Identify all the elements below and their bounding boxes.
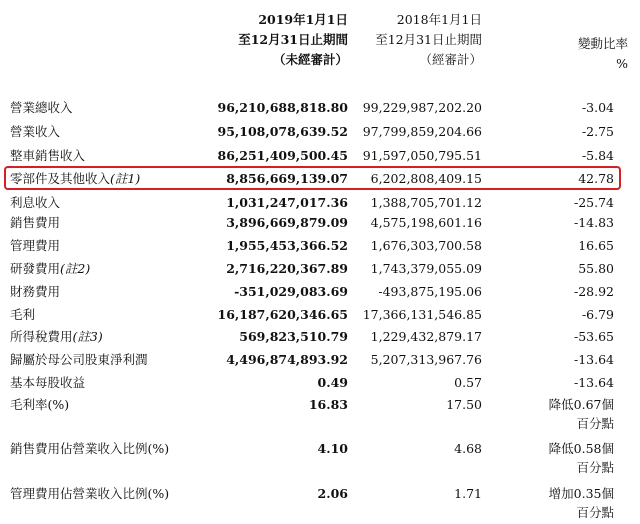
- header-current-line: （未經審計）: [272, 52, 348, 67]
- header-change-line: %: [616, 56, 628, 71]
- table-row: [0, 351, 640, 369]
- table-row: [0, 99, 640, 117]
- row-label: [10, 485, 169, 503]
- row-change-value: 降低0.58個: [548, 441, 614, 456]
- row-label: [10, 99, 73, 117]
- row-previous-value: 1,229,432,879.17: [370, 329, 482, 344]
- row-previous-value: 5,207,313,967.76: [370, 352, 482, 367]
- table-row: [0, 147, 640, 165]
- table-row: [0, 194, 640, 212]
- row-current-value: 569,823,510.79: [239, 329, 348, 344]
- row-note: (註2): [60, 261, 91, 276]
- row-label-text: 整車銷售收入: [10, 148, 86, 163]
- row-previous-value: 97,799,859,204.66: [362, 124, 482, 139]
- highlight-box: [4, 166, 621, 190]
- row-note: (註3): [72, 329, 103, 344]
- row-current-value: 16,187,620,346.65: [217, 307, 348, 322]
- row-label-text: 毛利: [10, 307, 36, 322]
- row-current-value: 1,031,247,017.36: [226, 195, 348, 210]
- row-previous-value: 91,597,050,795.51: [362, 148, 482, 163]
- row-label-text: 管理費用: [10, 238, 61, 253]
- row-label-text: 銷售費用: [10, 215, 61, 230]
- row-previous-value: 4.68: [454, 441, 482, 456]
- row-change-value: -3.04: [581, 100, 614, 115]
- row-label: [10, 351, 148, 369]
- row-change-value: -25.74: [573, 195, 614, 210]
- row-current-value: 8,856,669,139.07: [226, 171, 348, 186]
- row-previous-value: 6,202,808,409.15: [370, 171, 482, 186]
- row-current-value: 2,716,220,367.89: [226, 261, 348, 276]
- row-current-value: 86,251,409,500.45: [217, 148, 348, 163]
- row-current-value: 2.06: [317, 486, 348, 501]
- row-label-text: 所得稅費用: [10, 329, 73, 344]
- row-previous-value: 99,229,987,202.20: [362, 100, 482, 115]
- row-label-text: 利息收入: [10, 195, 61, 210]
- header-change-ratio: [578, 34, 628, 74]
- table-row: [0, 260, 640, 278]
- row-previous-value: -493,875,195.06: [378, 284, 482, 299]
- table-row: [0, 123, 640, 141]
- row-previous-value: 17,366,131,546.85: [362, 307, 482, 322]
- row-change-value: -13.64: [573, 375, 614, 390]
- table-row: [0, 237, 640, 255]
- row-label: [10, 328, 103, 346]
- row-change-unit: 百分點: [576, 505, 614, 520]
- row-label-text: 財務費用: [10, 284, 61, 299]
- row-label-text: 銷售費用佔營業收入比例(%): [10, 441, 170, 456]
- row-label: [10, 237, 60, 255]
- row-label-text: 營業收入: [10, 124, 61, 139]
- row-label-text: 基本每股收益: [10, 375, 86, 390]
- row-current-value: 3,896,669,879.09: [226, 215, 348, 230]
- table-row: [0, 396, 640, 431]
- row-change-value: -13.64: [573, 352, 614, 367]
- row-change-value: -28.92: [573, 284, 614, 299]
- row-current-value: 96,210,688,818.80: [217, 100, 348, 115]
- row-label: [10, 194, 60, 212]
- header-current-line: 2019年1月1日: [258, 12, 348, 27]
- row-label-text: 零部件及其他收入: [10, 171, 111, 186]
- row-label: [10, 123, 60, 141]
- row-previous-value: 17.50: [446, 397, 482, 412]
- table-row: [0, 306, 640, 324]
- row-note: (註1): [110, 171, 141, 186]
- row-label-text: 歸屬於母公司股東淨利潤: [10, 352, 148, 367]
- table-row: [0, 283, 640, 301]
- row-current-value: -351,029,083.69: [234, 284, 348, 299]
- table-row: [0, 214, 640, 232]
- row-change-value: -14.83: [573, 215, 614, 230]
- row-change-value: 42.78: [578, 171, 614, 186]
- row-change-value: -6.79: [581, 307, 614, 322]
- row-label: [10, 214, 60, 232]
- row-previous-value: 1,743,379,055.09: [370, 261, 482, 276]
- row-change-unit: 百分點: [576, 416, 614, 431]
- row-change-value: -5.84: [581, 148, 614, 163]
- row-change-unit: 百分點: [576, 460, 614, 475]
- row-label: [10, 306, 35, 324]
- row-current-value: 95,108,078,639.52: [217, 124, 348, 139]
- row-label: [10, 260, 90, 278]
- row-change-value: 16.65: [578, 238, 614, 253]
- row-current-value: 0.49: [317, 375, 348, 390]
- row-change-value: 55.80: [578, 261, 614, 276]
- table-row: [0, 485, 640, 520]
- row-change-value: 增加0.35個: [548, 486, 614, 501]
- row-label-text: 營業總收入: [10, 100, 73, 115]
- row-label: [10, 283, 60, 301]
- row-label: [10, 147, 85, 165]
- table-row: [0, 374, 640, 392]
- row-previous-value: 1,388,705,701.12: [370, 195, 482, 210]
- row-change-value: -53.65: [573, 329, 614, 344]
- header-current-line: 至12月31日止期間: [238, 32, 348, 47]
- row-current-value: 16.83: [308, 397, 348, 412]
- row-change-value: 降低0.67個: [548, 397, 614, 412]
- row-change-value: -2.75: [581, 124, 614, 139]
- row-label-text: 毛利率(%): [10, 397, 70, 412]
- header-current-period: [238, 10, 348, 70]
- row-current-value: 4,496,874,893.92: [226, 352, 348, 367]
- row-label: [10, 374, 85, 392]
- row-previous-value: 4,575,198,601.16: [370, 215, 482, 230]
- row-label-text: 管理費用佔營業收入比例(%): [10, 486, 170, 501]
- row-previous-value: 0.57: [454, 375, 482, 390]
- row-previous-value: 1,676,303,700.58: [370, 238, 482, 253]
- row-label-text: 研發費用: [10, 261, 61, 276]
- header-previous-line: 至12月31日止期間: [375, 32, 482, 47]
- row-current-value: 1,955,453,366.52: [226, 238, 348, 253]
- row-label: [10, 440, 169, 458]
- table-row: [0, 328, 640, 346]
- row-previous-value: 1.71: [454, 486, 482, 501]
- header-previous-period: [375, 10, 482, 70]
- header-previous-line: （經審計）: [419, 52, 482, 67]
- header-previous-line: 2018年1月1日: [396, 12, 482, 27]
- row-label: [10, 396, 69, 414]
- table-row: [0, 440, 640, 475]
- row-current-value: 4.10: [317, 441, 348, 456]
- header-change-line: 變動比率: [577, 36, 628, 51]
